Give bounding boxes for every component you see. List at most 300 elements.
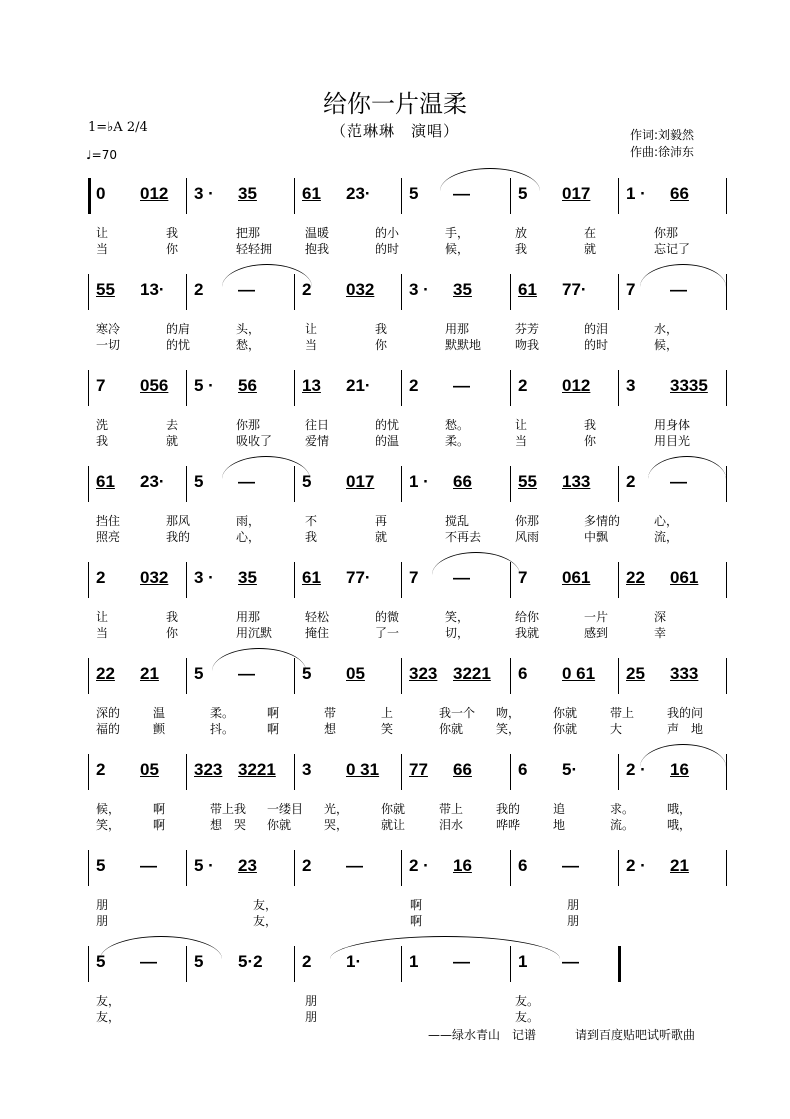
barline: [294, 946, 295, 982]
lyric-syllable: 掩住: [305, 626, 330, 640]
note-group: 13·: [140, 280, 165, 299]
slur-mark: [330, 936, 560, 959]
lyric-syllable: 你就: [553, 706, 578, 720]
lyric-syllable: 轻松: [305, 610, 330, 624]
lyric-syllable: 水，: [654, 322, 679, 336]
lyric-syllable: 带: [324, 706, 337, 720]
lyric-syllable: 的肩: [166, 322, 191, 336]
lyric-syllable: 就: [166, 434, 179, 448]
note-group: 032: [346, 280, 375, 299]
lyric-syllable: 的泪: [584, 322, 609, 336]
barline: [294, 562, 295, 598]
note-group: 23: [238, 856, 257, 875]
barline: [88, 178, 91, 214]
lyric-syllable: 友。: [515, 994, 540, 1008]
note-group: —: [670, 280, 687, 299]
note-group: 061: [562, 568, 591, 587]
note-group: —: [453, 952, 470, 971]
note-group: 21: [670, 856, 689, 875]
composer-credit: 作曲:徐沛东: [630, 145, 695, 159]
lyric-syllable: 愁。: [445, 418, 470, 432]
lyric-syllable: 当: [305, 338, 318, 352]
lyric-syllable: 你就: [553, 722, 578, 736]
note-group: 2: [518, 376, 528, 395]
lyric-syllable: 我的: [496, 802, 521, 816]
note-group: 3 ·: [194, 184, 214, 203]
barline: [186, 274, 187, 310]
note-group: 66: [670, 184, 689, 203]
note-group: 7: [626, 280, 636, 299]
barline: [88, 370, 89, 406]
lyric-syllable: 流。: [610, 818, 635, 832]
note-group: —: [140, 952, 157, 971]
slur-mark: [640, 744, 726, 767]
lyric-syllable: 我: [166, 610, 179, 624]
note-group: 1: [518, 952, 528, 971]
note-group: 66: [453, 760, 472, 779]
note-group: 2 ·: [409, 856, 429, 875]
slur-mark: [440, 168, 540, 191]
lyric-syllable: 当: [96, 242, 109, 256]
barline: [401, 562, 402, 598]
note-group: 7: [409, 568, 419, 587]
lyric-syllable: 哦，: [667, 802, 692, 816]
lyric-syllable: 你那: [515, 514, 540, 528]
note-group: 017: [562, 184, 591, 203]
barline: [618, 850, 619, 886]
barline: [618, 370, 619, 406]
lyric-syllable: 朋: [567, 898, 580, 912]
lyric-syllable: 切，: [445, 626, 470, 640]
note-group: 323: [409, 664, 438, 683]
lyric-syllable: 那风: [166, 514, 191, 528]
note-group: 5: [302, 472, 312, 491]
note-group: 35: [238, 184, 257, 203]
lyric-syllable: 吻我: [515, 338, 540, 352]
barline: [726, 850, 727, 886]
barline: [510, 754, 511, 790]
note-group: 3221: [453, 664, 491, 683]
lyric-syllable: 去: [166, 418, 179, 432]
lyric-syllable: 声 地: [667, 722, 704, 736]
slur-mark: [212, 648, 306, 671]
lyric-syllable: 一切: [96, 338, 121, 352]
lyric-syllable: 感到: [584, 626, 609, 640]
lyric-syllable: 啊: [410, 914, 423, 928]
barline: [88, 658, 89, 694]
lyric-syllable: 哭，: [324, 818, 349, 832]
note-group: 35: [238, 568, 257, 587]
note-group: 3 ·: [194, 568, 214, 587]
lyric-syllable: 再: [375, 514, 388, 528]
note-group: 61: [302, 184, 321, 203]
note-group: 017: [346, 472, 375, 491]
note-group: 061: [670, 568, 699, 587]
lyric-syllable: 雨，: [236, 514, 261, 528]
lyric-syllable: 你: [584, 434, 597, 448]
note-group: 5: [96, 856, 106, 875]
barline: [726, 274, 727, 310]
note-group: 77·: [562, 280, 587, 299]
lyric-syllable: 用目光: [654, 434, 691, 448]
note-group: 5: [96, 952, 106, 971]
barline: [186, 178, 187, 214]
lyric-syllable: 我: [375, 322, 388, 336]
lyric-syllable: 上: [381, 706, 394, 720]
lyric-syllable: 啊: [410, 898, 423, 912]
note-group: 2: [302, 280, 312, 299]
note-group: 5: [409, 184, 419, 203]
note-group: 23·: [140, 472, 165, 491]
lyric-syllable: 用那: [445, 322, 470, 336]
note-group: 0 31: [346, 760, 380, 779]
lyric-syllable: 带上: [439, 802, 464, 816]
lyric-syllable: 用沉默: [236, 626, 273, 640]
lyric-syllable: 求。: [610, 802, 635, 816]
lyric-syllable: 候，: [654, 338, 679, 352]
note-group: 1: [409, 952, 419, 971]
note-group: 1·: [346, 952, 362, 971]
note-group: 3 ·: [409, 280, 429, 299]
note-group: 77·: [346, 568, 371, 587]
transcriber-credit: ——绿水青山 记谱: [428, 1028, 537, 1042]
barline: [618, 274, 619, 310]
lyric-syllable: 你: [166, 242, 179, 256]
lyric-syllable: 朋: [96, 898, 109, 912]
lyric-syllable: 搅乱: [445, 514, 470, 528]
note-group: 012: [562, 376, 591, 395]
lyric-syllable: 就: [584, 242, 597, 256]
barline: [294, 850, 295, 886]
barline: [401, 178, 402, 214]
note-group: 5 ·: [194, 856, 214, 875]
lyric-syllable: 柔。: [210, 706, 235, 720]
barline: [618, 658, 619, 694]
lyric-syllable: 给你: [515, 610, 540, 624]
lyric-syllable: 我: [584, 418, 597, 432]
barline: [88, 946, 89, 982]
lyric-syllable: 你就: [439, 722, 464, 736]
lyric-syllable: 的微: [375, 610, 400, 624]
lyric-syllable: 让: [515, 418, 528, 432]
note-group: 323: [194, 760, 223, 779]
lyric-syllable: 抖。: [210, 722, 235, 736]
lyric-syllable: 的时: [375, 242, 400, 256]
lyric-syllable: 你就: [267, 818, 292, 832]
lyric-syllable: 了一: [375, 626, 400, 640]
barline: [186, 754, 187, 790]
note-group: —: [670, 472, 687, 491]
note-group: 6: [518, 664, 528, 683]
lyric-syllable: 笑，: [496, 722, 521, 736]
lyric-syllable: 友，: [96, 1010, 121, 1024]
note-group: 133: [562, 472, 591, 491]
lyric-syllable: 友。: [515, 1010, 540, 1024]
note-group: —: [238, 280, 255, 299]
tempo-marking: ♩=70: [86, 148, 117, 162]
note-group: 5·2: [238, 952, 263, 971]
lyric-syllable: 温: [153, 706, 166, 720]
barline: [618, 754, 619, 790]
lyric-syllable: 抱我: [305, 242, 330, 256]
note-group: 22: [96, 664, 115, 683]
note-group: 1 ·: [409, 472, 429, 491]
lyric-syllable: 带上我: [210, 802, 247, 816]
lyric-syllable: 啊: [153, 802, 166, 816]
note-group: 012: [140, 184, 169, 203]
note-group: 1 ·: [626, 184, 646, 203]
lyric-syllable: 放: [515, 226, 528, 240]
note-group: 3335: [670, 376, 708, 395]
lyric-syllable: 照亮: [96, 530, 121, 544]
lyric-syllable: 你那: [654, 226, 679, 240]
lyric-syllable: 想 哭: [210, 818, 247, 832]
lyric-syllable: 中飘: [584, 530, 609, 544]
note-group: 05: [346, 664, 365, 683]
lyric-syllable: 不: [305, 514, 318, 528]
lyric-syllable: 就: [375, 530, 388, 544]
lyric-syllable: 忘记了: [654, 242, 691, 256]
note-group: —: [238, 472, 255, 491]
barline: [88, 754, 89, 790]
lyric-syllable: 带上: [610, 706, 635, 720]
note-group: 56: [238, 376, 257, 395]
note-group: 5: [194, 952, 204, 971]
lyric-syllable: 我一个: [439, 706, 476, 720]
note-group: —: [140, 856, 157, 875]
barline: [294, 370, 295, 406]
barline: [186, 562, 187, 598]
note-group: 0: [96, 184, 106, 203]
lyric-syllable: 的忧: [375, 418, 400, 432]
lyric-syllable: 的忧: [166, 338, 191, 352]
lyric-syllable: 头，: [236, 322, 261, 336]
barline: [401, 754, 402, 790]
barline: [618, 178, 619, 214]
lyric-syllable: 友，: [96, 994, 121, 1008]
lyric-syllable: 流，: [654, 530, 679, 544]
barline: [510, 274, 511, 310]
note-group: 55: [96, 280, 115, 299]
lyric-syllable: 心，: [654, 514, 679, 528]
lyric-syllable: 温暖: [305, 226, 330, 240]
listen-note: 请到百度贴吧试听歌曲: [575, 1028, 696, 1042]
note-group: 61: [302, 568, 321, 587]
note-group: —: [346, 856, 363, 875]
note-group: —: [453, 184, 470, 203]
barline: [186, 658, 187, 694]
barline: [401, 658, 402, 694]
slur-mark: [100, 936, 222, 959]
lyric-syllable: 我的: [166, 530, 191, 544]
note-group: 333: [670, 664, 699, 683]
lyric-syllable: 就让: [381, 818, 406, 832]
lyric-syllable: 手，: [445, 226, 470, 240]
lyric-syllable: 把那: [236, 226, 261, 240]
lyric-syllable: 一缕目: [267, 802, 304, 816]
barline: [186, 370, 187, 406]
note-group: 5: [194, 664, 204, 683]
key-signature: 1=♭A 2/4: [88, 120, 148, 135]
note-group: 7: [518, 568, 528, 587]
lyric-syllable: 哗哗: [496, 818, 521, 832]
note-group: 3: [302, 760, 312, 779]
note-group: 2: [626, 472, 636, 491]
song-title: 给你一片温柔: [323, 90, 467, 118]
note-group: 6: [518, 760, 528, 779]
lyric-syllable: 光，: [324, 802, 349, 816]
slur-mark: [222, 456, 310, 479]
note-group: —: [238, 664, 255, 683]
note-group: 3221: [238, 760, 276, 779]
lyric-syllable: 大: [610, 722, 623, 736]
lyric-syllable: 朋: [305, 1010, 318, 1024]
lyric-syllable: 我: [166, 226, 179, 240]
note-group: 5: [194, 472, 204, 491]
lyric-syllable: 我: [96, 434, 109, 448]
lyric-syllable: 用身体: [654, 418, 691, 432]
barline: [618, 562, 619, 598]
barline: [294, 178, 295, 214]
lyricist-credit: 作词:刘毅然: [630, 128, 695, 142]
performer-subtitle: （范琳琳 演唱）: [330, 122, 459, 140]
note-group: 77: [409, 760, 428, 779]
lyric-syllable: 你: [166, 626, 179, 640]
lyric-syllable: 寒冷: [96, 322, 121, 336]
lyric-syllable: 颤: [153, 722, 166, 736]
barline: [510, 850, 511, 886]
barline: [510, 370, 511, 406]
lyric-syllable: 用那: [236, 610, 261, 624]
barline: [186, 850, 187, 886]
lyric-syllable: 候，: [96, 802, 121, 816]
barline: [401, 274, 402, 310]
lyric-syllable: 你就: [381, 802, 406, 816]
note-group: 2: [302, 952, 312, 971]
barline: [510, 466, 511, 502]
lyric-syllable: 深: [654, 610, 667, 624]
barline: [510, 658, 511, 694]
lyric-syllable: 吻，: [496, 706, 521, 720]
lyric-syllable: 爱情: [305, 434, 330, 448]
lyric-syllable: 愁，: [236, 338, 261, 352]
note-group: 2 ·: [626, 760, 646, 779]
lyric-syllable: 芬芳: [515, 322, 540, 336]
barline: [618, 946, 621, 982]
barline: [401, 850, 402, 886]
lyric-syllable: 啊: [267, 706, 280, 720]
note-group: 6: [518, 856, 528, 875]
note-group: 2: [194, 280, 204, 299]
lyric-syllable: 想: [324, 722, 337, 736]
lyric-syllable: 心，: [236, 530, 261, 544]
lyric-syllable: 福的: [96, 722, 121, 736]
lyric-syllable: 让: [96, 226, 109, 240]
note-group: 61: [96, 472, 115, 491]
note-group: 21: [140, 664, 159, 683]
note-group: 21·: [346, 376, 371, 395]
note-group: 16: [453, 856, 472, 875]
note-group: 23·: [346, 184, 371, 203]
barline: [401, 466, 402, 502]
lyric-syllable: 多情的: [584, 514, 621, 528]
note-group: 05: [140, 760, 159, 779]
barline: [726, 658, 727, 694]
note-group: 2: [96, 760, 106, 779]
lyric-syllable: 我的问: [667, 706, 704, 720]
lyric-syllable: 洗: [96, 418, 109, 432]
note-group: 3: [626, 376, 636, 395]
note-group: 66: [453, 472, 472, 491]
note-group: 2: [409, 376, 419, 395]
lyric-syllable: 柔。: [445, 434, 470, 448]
lyric-syllable: 吸收了: [236, 434, 273, 448]
note-group: 35: [453, 280, 472, 299]
barline: [726, 178, 727, 214]
lyric-syllable: 你: [375, 338, 388, 352]
note-group: 2: [96, 568, 106, 587]
note-group: 7: [96, 376, 106, 395]
lyric-syllable: 的温: [375, 434, 400, 448]
note-group: 2: [302, 856, 312, 875]
lyric-syllable: 让: [96, 610, 109, 624]
note-group: 5 ·: [194, 376, 214, 395]
note-group: 61: [518, 280, 537, 299]
lyric-syllable: 在: [584, 226, 597, 240]
lyric-syllable: 轻轻拥: [236, 242, 273, 256]
lyric-syllable: 你那: [236, 418, 261, 432]
lyric-syllable: 不再去: [445, 530, 482, 544]
lyric-syllable: 笑: [381, 722, 394, 736]
lyric-syllable: 地: [553, 818, 566, 832]
note-group: 2 ·: [626, 856, 646, 875]
slur-mark: [222, 264, 312, 287]
barline: [88, 274, 89, 310]
barline: [618, 466, 619, 502]
lyric-syllable: 笑，: [96, 818, 121, 832]
lyric-syllable: 默默地: [445, 338, 482, 352]
note-group: 25: [626, 664, 645, 683]
barline: [88, 850, 89, 886]
note-group: 55: [518, 472, 537, 491]
lyric-syllable: 友，: [253, 914, 278, 928]
barline: [88, 562, 89, 598]
barline: [401, 370, 402, 406]
barline: [294, 754, 295, 790]
note-group: 0 61: [562, 664, 596, 683]
lyric-syllable: 挡住: [96, 514, 121, 528]
lyric-syllable: 泪水: [439, 818, 464, 832]
lyric-syllable: 我: [515, 242, 528, 256]
note-group: —: [562, 856, 579, 875]
lyric-syllable: 追: [553, 802, 566, 816]
lyric-syllable: 朋: [567, 914, 580, 928]
lyric-syllable: 让: [305, 322, 318, 336]
lyric-syllable: 风雨: [515, 530, 540, 544]
slur-mark: [648, 456, 726, 479]
lyric-syllable: 笑，: [445, 610, 470, 624]
lyric-syllable: 往日: [305, 418, 330, 432]
note-group: 22: [626, 568, 645, 587]
barline: [186, 466, 187, 502]
lyric-syllable: 啊: [267, 722, 280, 736]
note-group: 16: [670, 760, 689, 779]
lyric-syllable: 朋: [305, 994, 318, 1008]
lyric-syllable: 朋: [96, 914, 109, 928]
note-group: 5: [518, 184, 528, 203]
note-group: 13: [302, 376, 321, 395]
note-group: 032: [140, 568, 169, 587]
